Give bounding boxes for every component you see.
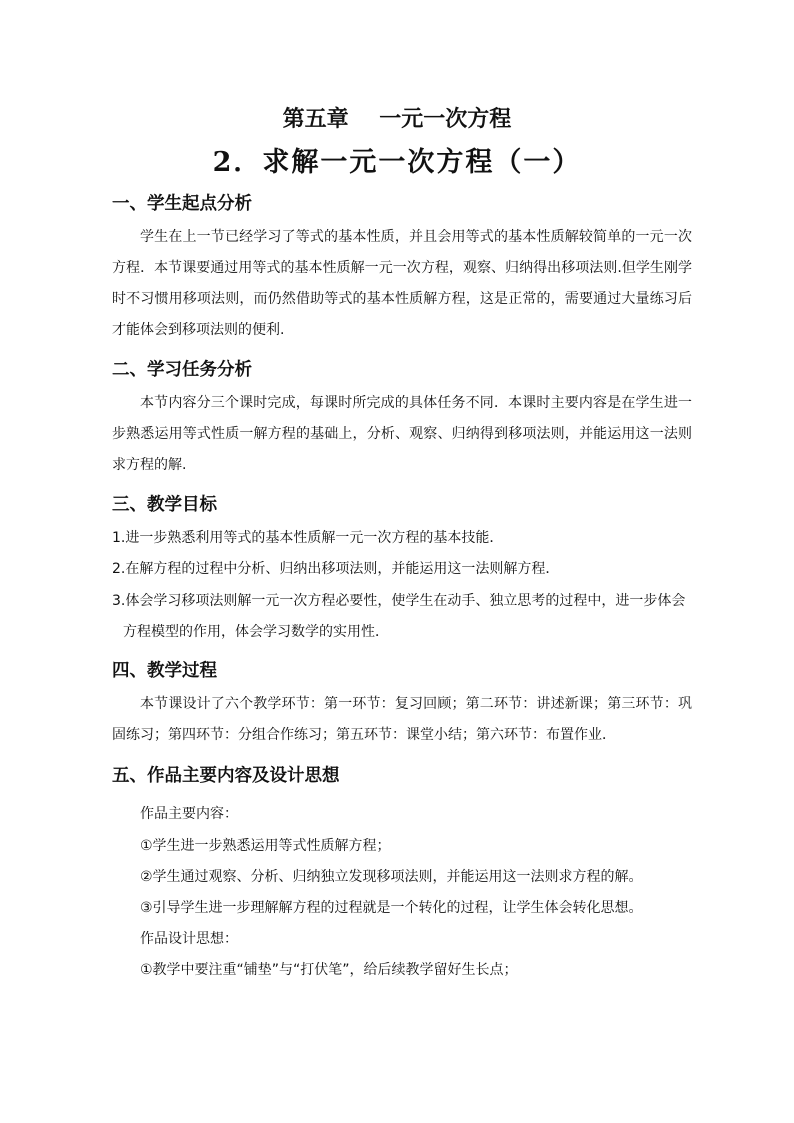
- section-heading-teaching-process: 四、教学过程: [112, 661, 217, 681]
- goal-item-2: 2.在解方程的过程中分析、归纳出移项法则，并能运用这一法则解方程．: [112, 561, 560, 577]
- section-paragraph-task-analysis: 本节内容分三个课时完成，每课时所完成的具体任务不同．本课时主要内容是在学生进一步熟悉运用等式性质一解方程的基础上，分析、观察、归纳得到移项法则，并能运用这一法则求方程的解.: [112, 395, 692, 473]
- lesson-title: 2．求解一元一次方程（一）: [212, 147, 582, 178]
- goal-item-3: [112, 586, 696, 648]
- content-label: 作品主要内容：: [140, 806, 238, 822]
- content-item-3: ③引导学生进一步理解解方程的过程就是一个转化的过程，让学生体会转化思想。: [140, 900, 643, 916]
- goal-item-1: 1.进一步熟悉利用等式的基本性质解一元一次方程的基本技能．: [112, 530, 504, 546]
- section-heading-task-analysis: 二、学习任务分析: [112, 360, 252, 380]
- section-heading-content-design: 五、作品主要内容及设计思想: [112, 766, 340, 786]
- section-paragraph-teaching-process: 本节课设计了六个教学环节：第一环节：复习回顾；第二环节：讲述新课；第三环节：巩固练习；第四环节：分组合作练习；第五环节：课堂小结；第六环节：布置作业．: [112, 696, 692, 743]
- design-label: 作品设计思想：: [140, 931, 238, 947]
- content-item-1: ①学生进一步熟悉运用等式性质解方程；: [140, 838, 391, 854]
- section-heading-student-analysis: 一、学生起点分析: [112, 194, 252, 214]
- section-paragraph-student-analysis: 学生在上一节已经学习了等式的基本性质，并且会用等式的基本性质解较简单的一元一次方程．本节课要通过用等式的基本性质解一元一次方程，观察、归纳得出移项法则.但学生刚学时不习惯用移项法则，而仍然借助等式的基本性质解方程，这是正常的，需要通过大量练习后才能体会到移项法则的便利.: [112, 229, 692, 338]
- goal-item-3-line-2: 方程模型的作用，体会学习数学的实用性．: [123, 624, 389, 640]
- chapter-title: 第五章 一元一次方程: [282, 106, 512, 132]
- design-item-1: ①教学中要注重“铺垫”与“打伏笔”，给后续教学留好生长点；: [140, 962, 518, 978]
- content-item-2: ②学生通过观察、分析、归纳独立发现移项法则，并能运用这一法则求方程的解。: [140, 869, 643, 885]
- section-heading-teaching-goals: 三、教学目标: [112, 495, 217, 515]
- goal-item-3-line-1: 3.体会学习移项法则解一元一次方程必要性，使学生在动手、独立思考的过程中，进一步体会: [112, 593, 686, 609]
